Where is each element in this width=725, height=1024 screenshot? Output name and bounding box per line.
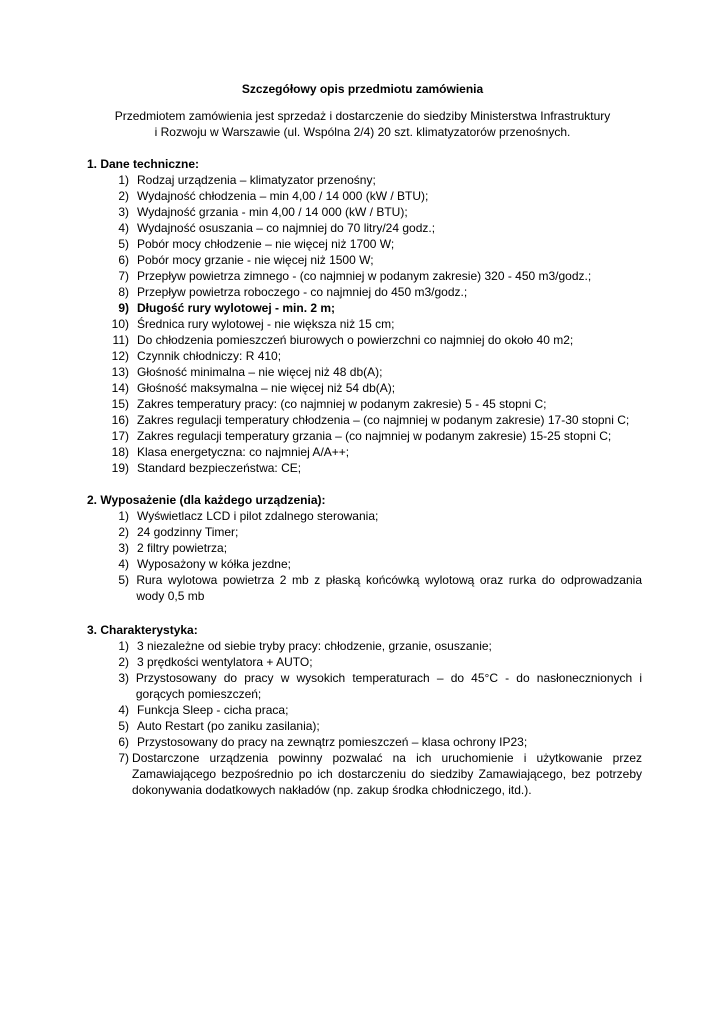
item-text: Wydajność grzania - min 4,00 / 14 000 (kW / BTU); [137,205,408,219]
intro-line-1: Przedmiotem zamówienia jest sprzedaż i dostarczenie do siedziby Ministerstwa Infrastruktury [114,109,611,123]
list-item [87,444,642,460]
item-text: 24 godzinny Timer; [137,525,239,539]
item-text: Długość rury wylotowej - min. 2 m; [137,301,336,315]
item-text: Głośność minimalna – nie więcej niż 48 db(A); [137,365,383,379]
item-number: 4) [118,703,129,717]
item-number: 7) [118,751,129,765]
list-item [87,524,642,540]
item-number: 2) [118,525,129,539]
item-text: Pobór mocy grzanie - nie więcej niż 1500 W; [137,253,374,267]
item-text: Funkcja Sleep - cicha praca; [137,703,289,717]
list-item [87,654,642,670]
intro-paragraph [100,108,625,140]
item-number: 2) [118,655,129,669]
item-text: 3 prędkości wentylatora + AUTO; [137,655,313,669]
list-item [87,332,642,348]
item-text: 3 niezależne od siebie tryby pracy: chłodzenie, grzanie, osuszanie; [137,639,492,653]
list-item [87,220,642,236]
list-item [87,396,642,412]
item-text: Rodzaj urządzenia – klimatyzator przenośny; [137,173,376,187]
item-number: 11) [112,333,129,347]
item-number: 3) [118,541,129,555]
list-item [87,252,642,268]
technical-data-list [87,172,642,476]
item-text: Zakres temperatury pracy: (co najmniej w podanym zakresie) 5 - 45 stopni C; [137,397,547,411]
item-number: 14) [111,381,129,395]
item-text: Przepływ powietrza roboczego - co najmniej do 450 m3/godz.; [137,285,468,299]
list-item [87,204,642,220]
item-number: 5) [118,719,129,733]
item-text: Wyposażony w kółka jezdne; [137,557,291,571]
item-number: 15) [111,397,129,411]
item-number: 5) [118,237,129,251]
item-number: 17) [111,429,129,443]
item-text: Wydajność osuszania – co najmniej do 70 litry/24 godz.; [137,221,436,235]
list-item [87,572,642,604]
item-text: Standard bezpieczeństwa: CE; [137,461,302,475]
list-item [87,702,642,718]
item-number: 2) [118,189,129,203]
item-number: 13) [111,365,129,379]
list-item [87,750,642,798]
item-text: 2 filtry powietrza; [137,541,228,555]
item-number: 1) [118,509,129,523]
item-number: 8) [118,285,129,299]
list-item [87,300,642,316]
list-item [87,556,642,572]
item-text: Przystosowany do pracy w wysokich temperaturach – do 45°C - do nasłonecznionych i gorących pomieszczeń; [135,671,642,701]
list-item [87,540,642,556]
list-item [87,460,642,476]
list-item [87,172,642,188]
item-number: 19) [111,461,129,475]
section-heading: 3. Charakterystyka: [87,623,198,637]
item-number: 4) [118,221,129,235]
list-item [87,268,642,284]
item-number: 4) [118,557,129,571]
section-technical-data [87,156,642,476]
item-text: Przepływ powietrza zimnego - (co najmniej w podanym zakresie) 320 - 450 m3/godz.; [137,269,592,283]
section-equipment [87,492,642,604]
item-text: Czynnik chłodniczy: R 410; [137,349,282,363]
item-text: Średnica rury wylotowej - nie większa niż 15 cm; [137,317,395,331]
item-text: Przystosowany do pracy na zewnątrz pomieszczeń – klasa ochrony IP23; [137,735,528,749]
list-item [87,188,642,204]
list-item [87,508,642,524]
item-number: 1) [118,639,129,653]
item-text: Głośność maksymalna – nie więcej niż 54 db(A); [137,381,396,395]
item-text: Zakres regulacji temperatury grzania – (co najmniej w podanym zakresie) 15-25 stopni C; [137,429,612,443]
section-heading: 2. Wyposażenie (dla każdego urządzenia): [87,493,326,507]
list-item [87,284,642,300]
list-item [87,380,642,396]
list-item [87,734,642,750]
item-number: 1) [118,173,129,187]
list-item [87,670,642,702]
section-heading: 1. Dane techniczne: [87,157,200,171]
item-number: 16) [111,413,129,427]
item-text: Wydajność chłodzenia – min 4,00 / 14 000 (kW / BTU); [137,189,429,203]
item-text: Klasa energetyczna: co najmniej A/A++; [137,445,350,459]
item-number: 6) [118,253,129,267]
item-number: 10) [111,317,129,331]
intro-line-2: i Rozwoju w Warszawie (ul. Wspólna 2/4) 20 szt. klimatyzatorów przenośnych. [154,125,571,139]
list-item [87,236,642,252]
item-text: Wyświetlacz LCD i pilot zdalnego sterowania; [137,509,379,523]
item-text: Auto Restart (po zaniku zasilania); [137,719,320,733]
item-number: 7) [118,269,129,283]
item-number: 6) [118,735,129,749]
item-number: 12) [111,349,129,363]
document-title: Szczegółowy opis przedmiotu zamówienia [241,82,484,96]
item-text: Rura wylotowa powietrza 2 mb z płaską końcówką wylotową oraz rurka do odprowadzania wody 0,5 mb [136,573,642,603]
item-number: 3) [118,205,129,219]
item-number: 5) [118,573,129,587]
item-text: Zakres regulacji temperatury chłodzenia – (co najmniej w podanym zakresie) 17-30 stopni C; [137,413,630,427]
list-item [87,348,642,364]
list-item [87,718,642,734]
list-item [87,638,642,654]
item-number: 9) [118,301,129,315]
list-item [87,412,642,428]
item-number: 18) [111,445,129,459]
item-text: Do chłodzenia pomieszczeń biurowych o powierzchni co najmniej do około 40 m2; [137,333,574,347]
list-item [87,364,642,380]
item-number: 3) [118,671,129,685]
list-item [87,428,642,444]
characteristics-list [87,638,642,798]
equipment-list [87,508,642,604]
item-text: Pobór mocy chłodzenie – nie więcej niż 1700 W; [137,237,395,251]
list-item [87,316,642,332]
section-characteristics [87,622,642,798]
item-text: Dostarczone urządzenia powinny pozwalać na ich uruchomienie i użytkowanie przez Zamawiającego bezpośrednio po ich dostarczeniu do siedziby Zamawiającego, bez potrzeby dokonywania dodatkowych nakładów (np. zakup środka chłodniczego, itd.). [132,751,642,797]
